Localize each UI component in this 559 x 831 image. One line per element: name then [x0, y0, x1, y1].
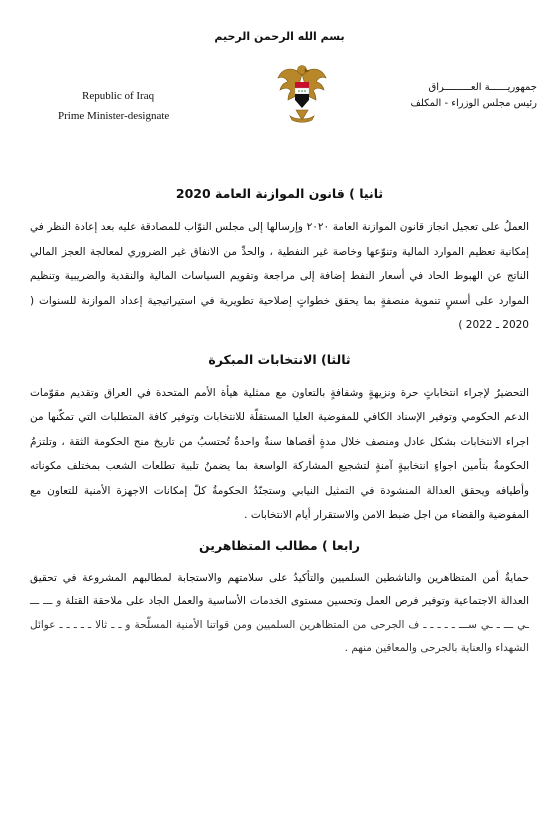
section-title-protesters: رابعا ) مطالب المتظاهرين — [199, 537, 360, 553]
section-title-budget: ثانيا ) قانون الموازنة العامة 2020 — [175, 186, 384, 201]
paragraph-line: الثقة ، وتلتزمُ الحكومةُ بتأمين اجواءٍ انتخابيةٍ آمنةٍ لتشجيع المشاركة الواسعة بما يضمنُ تلبية تطلعات الشعب — [30, 435, 529, 472]
basmala: بسم الله الرحمن الرحيم — [214, 30, 345, 43]
paragraph-line: التحضيرُ لإجراء انتخاباتٍ حرة ونزيهةٍ وشفافةٍ بالتعاون مع ممثلية هيأة الأمم المتحدة في العراق وتقديم مقوّمات — [30, 386, 529, 399]
paragraph-line: الدعم الحكومي وتوفير الإسناد الكافي للمفوضية العليا المستقلّة للانتخابات وتوفير كافة المتطلبات التي تمكّنها — [47, 411, 529, 423]
paragraph-line-partial: و ـــ ـــ ـي ـــ ـ ـي ســـ ـ ـ ـ ـ ـ ف الجرحى من المتظاهرين السلميين ومن قواتنا الأمنية المسلّحة — [30, 595, 529, 631]
header-office-en: Prime Minister-designate — [58, 110, 170, 122]
document-body — [0, 186, 559, 671]
section-paragraph-elections — [30, 381, 529, 528]
paragraph-line: العملُ على تعجيل انجاز قانون الموازنة العامة ٢٠٢٠ وإرسالها إلى مجلس النوّاب للمصادقة عليه بعد إعادة — [74, 221, 529, 233]
section-paragraph-protesters — [30, 567, 529, 661]
paragraph-line: العدالة الاجتماعية وتوفير فرص العمل وتحسين مستوى الخدمات الأساسية والعمل الجاد على ملاحقة القتلة — [65, 595, 529, 607]
paragraph-line: لمعالجة العجز المالي الناتج عن الهبوط الحاد في أسعار النفط إضافة إلى مراجعة وتقويم السياسات المالية — [30, 245, 530, 282]
paragraph-line: حمايةُ أمن المتظاهرين والناشطين السلميين والتأكيدُ على سلامتهم والاستجابة لمطالبهم المشروعة في تحقيق — [30, 571, 529, 584]
header-country-en: Republic of Iraq — [82, 90, 155, 102]
section-paragraph-budget — [30, 215, 529, 338]
section-title-elections: ثالثا) الانتخابات المبكرة — [208, 351, 351, 367]
header-country-ar: جمهوريــــــة العـــــــــراق — [428, 82, 537, 93]
paragraph-line: بمختلف مكوناته وأطيافه ويحقق العدالة المنشودة في التمثيل النيابي وستجنّدُ الحكومةُ كلّ إمكانات الاجهزة — [30, 460, 530, 497]
header-office-ar: رئيس مجلس الوزراء - المكلف — [410, 98, 537, 109]
paragraph-line: استيراتيجية إعداد الموازنة للسنوات ( 2020 ـ 2022 ) — [30, 294, 529, 331]
paragraph-line-partial: و ـ ـ ثالا ـ ـ ـ ـ ـ عوائل الشهداء والعناية بالجرحى والمعاقين منهم . — [30, 618, 529, 654]
paragraph-line: من اجراء الانتخابات بشكل عادل ومنصف خلال مدةٍ أقصاها سنةٌ واحدةٌ تُحتسبُ من تاريخ منح الحكومة — [30, 411, 529, 448]
paragraph-line: والنقدية والضريبية وتنظيم الموارد على أسسٍ تنموية منصفةٍ بما يحقق خطواتٍ إصلاحية تطويرية في — [30, 270, 529, 307]
header-english-block — [58, 86, 169, 126]
iraq-eagle-emblem-icon — [276, 60, 328, 126]
header-arabic-block — [387, 80, 537, 112]
paragraph-line: الأمنية للتعاون مع المفوضية والقضاء من اجل ضبط الامن والاستقرار أيام الانتخابات . — [30, 484, 529, 521]
paragraph-line: النظر في إمكانية تعظيم الموارد المالية وتنوّعها وخاصة غير النفطية ، والحدِّ من الانفاق غير الضروري — [30, 221, 529, 258]
